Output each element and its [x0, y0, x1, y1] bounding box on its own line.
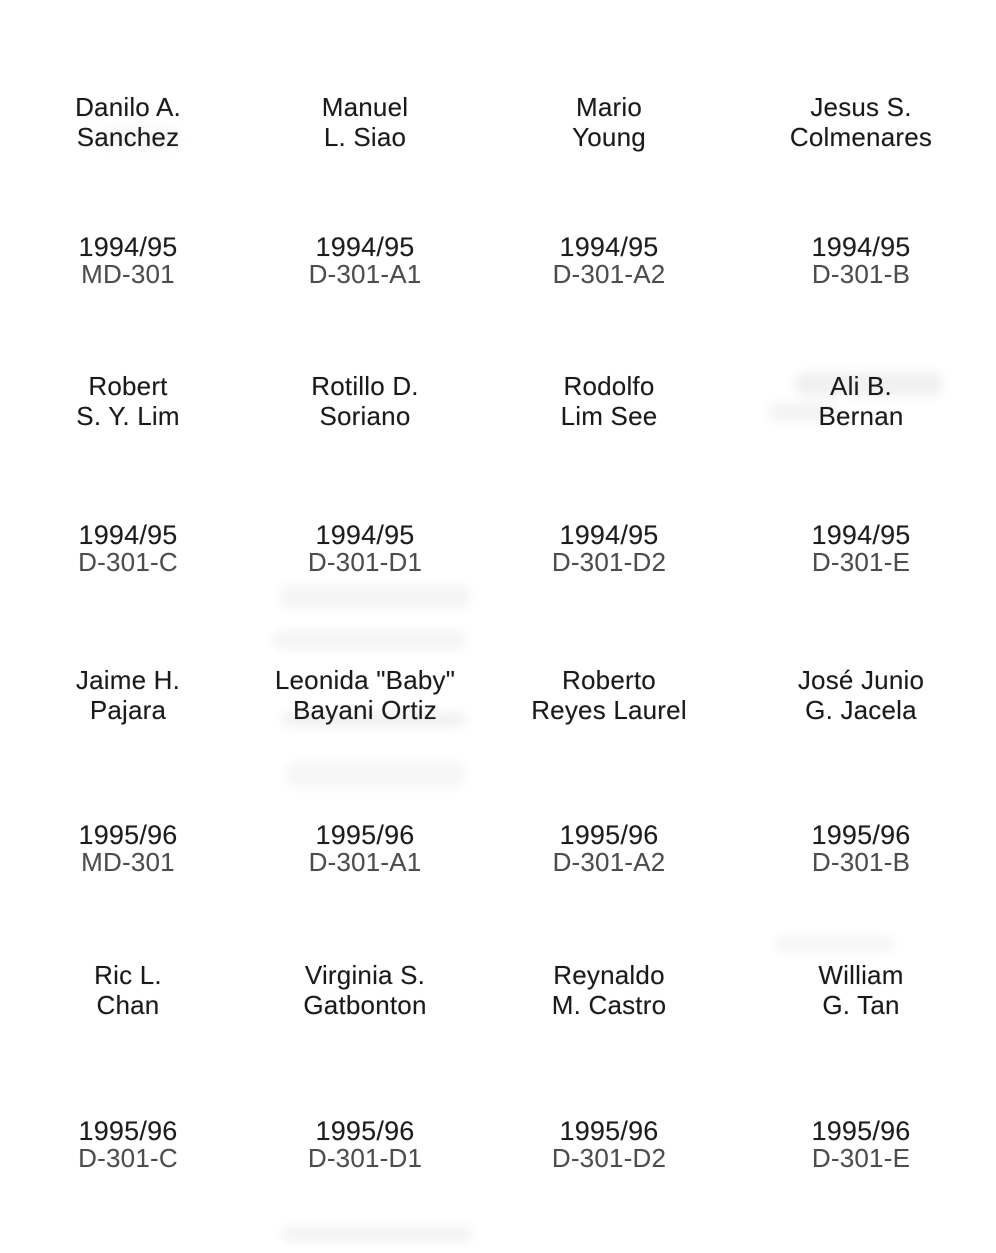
term-cell: [308, 522, 422, 576]
person-name-line2: S. Y. Lim: [76, 401, 180, 431]
term-year: 1994/95: [811, 232, 911, 262]
person-name-line2: Bayani Ortiz: [292, 695, 437, 725]
person-name-line2: Chan: [96, 990, 160, 1020]
person-name-cell: [76, 371, 179, 431]
person-name-cell: [561, 371, 658, 431]
term-year: 1994/95: [315, 520, 415, 550]
term-year: 1995/96: [315, 1116, 415, 1146]
person-name-cell: [76, 665, 180, 725]
term-year: 1995/96: [78, 820, 178, 850]
person-name-line2: M. Castro: [551, 990, 667, 1020]
person-name-line2: G. Jacela: [805, 695, 917, 725]
person-name-line2: Gatbonton: [303, 990, 427, 1020]
term-district: D-301-A2: [552, 847, 666, 877]
term-district: D-301-A1: [308, 259, 422, 289]
person-name-cell: [75, 92, 181, 152]
term-cell: [552, 1118, 666, 1172]
scan-ghost-artifact: [272, 630, 467, 650]
person-name-cell: [818, 371, 903, 431]
term-year: 1994/95: [559, 232, 659, 262]
person-name-line1: Virginia S.: [304, 960, 426, 990]
term-year: 1995/96: [315, 820, 415, 850]
person-name-cell: [303, 960, 426, 1020]
term-cell: [812, 1118, 911, 1172]
person-name-cell: [790, 92, 932, 152]
term-district: MD-301: [81, 259, 175, 289]
term-cell: [812, 234, 911, 288]
term-district: D-301-B: [811, 259, 911, 289]
person-name-cell: [572, 92, 646, 152]
scan-ghost-artifact: [282, 1226, 472, 1242]
term-year: 1995/96: [559, 1116, 659, 1146]
person-name-line1: Rodolfo: [563, 371, 655, 401]
term-year: 1995/96: [811, 820, 911, 850]
term-cell: [79, 234, 178, 288]
term-year: 1995/96: [559, 820, 659, 850]
term-year: 1994/95: [315, 232, 415, 262]
person-name-line1: Leonida "Baby": [274, 665, 456, 695]
term-district: D-301-B: [811, 847, 911, 877]
person-name-line2: Pajara: [89, 695, 167, 725]
term-district: MD-301: [81, 847, 175, 877]
term-district: D-301-E: [811, 1143, 911, 1173]
term-district: D-301-C: [78, 1143, 178, 1173]
person-name-cell: [531, 665, 687, 725]
person-name-line1: Roberto: [562, 665, 656, 695]
person-name-cell: [94, 960, 162, 1020]
term-year: 1994/95: [559, 520, 659, 550]
person-name-cell: [311, 371, 418, 431]
term-cell: [812, 522, 911, 576]
person-name-cell: [818, 960, 903, 1020]
term-cell: [812, 822, 911, 876]
person-name-line2: Young: [572, 122, 646, 152]
term-district: D-301-C: [78, 547, 178, 577]
person-name-line1: Manuel: [321, 92, 409, 122]
person-name-line1: Jesus S.: [810, 92, 912, 122]
person-name-line1: Jaime H.: [75, 665, 181, 695]
person-name-line1: José Junio: [797, 665, 925, 695]
term-cell: [552, 522, 666, 576]
person-name-cell: [322, 92, 408, 152]
term-district: D-301-D2: [551, 547, 667, 577]
term-cell: [309, 234, 422, 288]
term-year: 1994/95: [78, 232, 178, 262]
person-name-cell: [798, 665, 924, 725]
term-year: 1994/95: [811, 520, 911, 550]
scan-ghost-artifact: [280, 585, 470, 609]
term-cell: [309, 822, 422, 876]
person-name-line2: L. Siao: [323, 122, 407, 152]
person-name-line1: Reynaldo: [553, 960, 665, 990]
person-name-line2: G. Tan: [822, 990, 900, 1020]
term-district: D-301-A2: [552, 259, 666, 289]
person-name-line1: William: [818, 960, 904, 990]
term-district: D-301-D1: [307, 1143, 423, 1173]
term-cell: [78, 522, 178, 576]
person-name-line2: Sanchez: [76, 122, 180, 152]
person-name-line1: Robert: [88, 371, 168, 401]
term-district: D-301-D1: [307, 547, 423, 577]
person-name-line2: Colmenares: [789, 122, 933, 152]
term-district: D-301-A1: [308, 847, 422, 877]
term-year: 1994/95: [78, 520, 178, 550]
term-district: D-301-D2: [551, 1143, 667, 1173]
term-year: 1995/96: [811, 1116, 911, 1146]
term-cell: [79, 822, 178, 876]
person-name-line1: Mario: [575, 92, 643, 122]
term-district: D-301-E: [811, 547, 911, 577]
person-name-line2: Reyes Laurel: [531, 695, 687, 725]
person-name-line2: Soriano: [319, 401, 411, 431]
person-name-cell: [275, 665, 455, 725]
person-name-line1: Rotillo D.: [311, 371, 419, 401]
term-cell: [553, 234, 666, 288]
person-name-line2: Bernan: [818, 401, 904, 431]
person-name-line2: Lim See: [560, 401, 658, 431]
term-year: 1995/96: [78, 1116, 178, 1146]
person-name-line1: Danilo A.: [75, 92, 181, 122]
term-cell: [78, 1118, 178, 1172]
scan-ghost-artifact: [775, 936, 895, 952]
person-name-line1: Ali B.: [830, 371, 892, 401]
scan-ghost-artifact: [285, 762, 465, 788]
person-name-line1: Ric L.: [94, 960, 162, 990]
term-cell: [308, 1118, 422, 1172]
person-name-cell: [552, 960, 666, 1020]
term-cell: [553, 822, 666, 876]
